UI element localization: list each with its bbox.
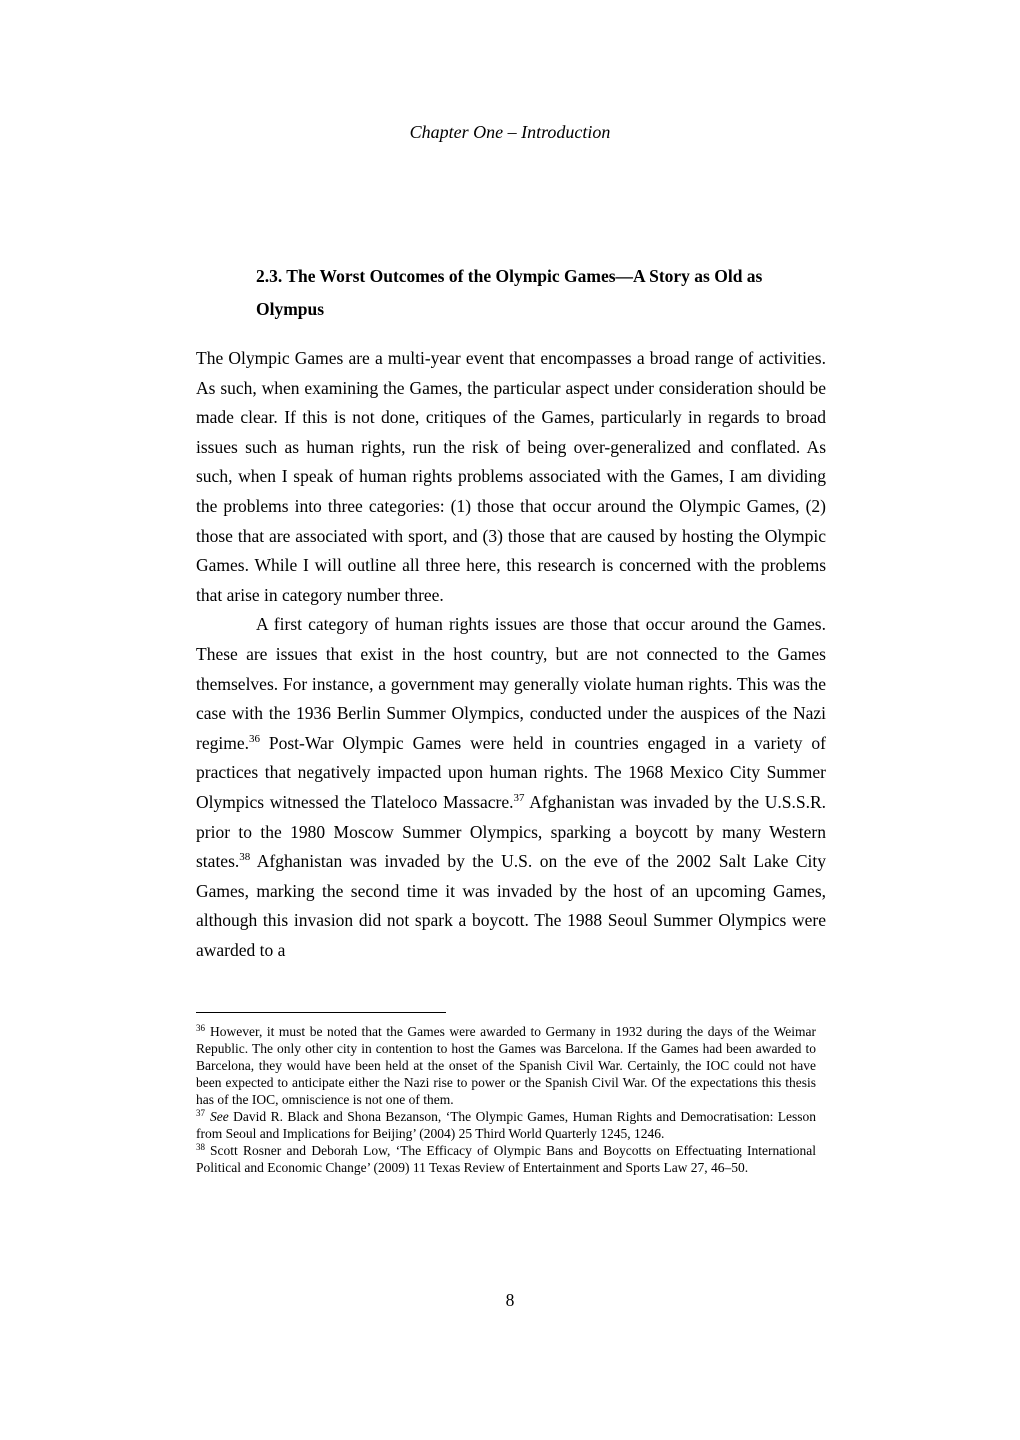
footnote-separator: [196, 1012, 446, 1013]
footnote-number: 37: [196, 1107, 205, 1118]
footnotes-section: [196, 1012, 816, 1176]
section-heading: 2.3. The Worst Outcomes of the Olympic Games—A Story as Old as Olympus: [256, 266, 763, 319]
footnote-number: 36: [196, 1022, 205, 1033]
footnote-text: Scott Rosner and Deborah Low, ‘The Efficacy of Olympic Bans and Boycotts on Effectuating International Political and Economic Change’ (2009) 11 Texas Review of Entertainment and Sports Law 27, 46–50.: [196, 1143, 816, 1175]
body-paragraph-2: A first category of human rights issues are those that occur around the Games. These are issues that exist in the host country, but are not connected to the Games themselves. For instance, a government may generally violate human rights. This was the case with the 1936 Berlin Summer Olympics, conducted under the auspices of the Nazi regime.$^{36}$ Post-War Olympic Games were held in countries engaged in a variety of practices that negatively impacted upon human rights. The 1968 Mexico City Summer Olympics witnessed the Tlateloco Massacre.$^{37}$ Afghanistan was invaded by the U.S.S.R. prior to the 1980 Moscow Summer Olympics, sparking a boycott by many Western states.$^{38}$ Afghanistan was invaded by the U.S. on the eve of the 2002 Salt Lake City Games, marking the second time it was invaded by the host of an upcoming Games, although this invasion did not spark a boycott. The 1988 Seoul Summer Olympics were awarded to a: [196, 614, 826, 960]
footnote-number: 38: [196, 1141, 205, 1152]
footnote-text: However, it must be noted that the Games were awarded to Germany in 1932 during the days of the Weimar Republic. The only other city in contention to host the Games was Barcelona. If the Games had been awarded to Barcelona, they would have been held at the onset of the Spanish Civil War. Certainly, the IOC could not have been expected to anticipate either the Nazi rise to power or the Spanish Civil War. Of the expectations this thesis has of the IOC, omniscience is not one of them.: [196, 1024, 816, 1107]
footnote: [196, 1108, 816, 1142]
page-number: 8: [505, 1290, 515, 1310]
footnote: [196, 1023, 816, 1108]
body-text: [196, 344, 826, 965]
running-header: Chapter One – Introduction: [409, 122, 611, 142]
body-paragraph-1: The Olympic Games are a multi-year event that encompasses a broad range of activities. As such, when examining the Games, the particular aspect under consideration should be made clear. If this is not done, critiques of the Games, particularly in regards to broad issues such as human rights, run the risk of being over-generalized and conflated. As such, when I speak of human rights problems associated with the Games, I am dividing the problems into three categories: (1) those that occur around the Olympic Games, (2) those that are associated with sport, and (3) those that are caused by hosting the Olympic Games. While I will outline all three here, this research is concerned with the problems that arise in category number three.: [196, 348, 826, 605]
footnote: [196, 1142, 816, 1176]
footnote-text: See David R. Black and Shona Bezanson, ‘The Olympic Games, Human Rights and Democratisation: Lesson from Seoul and Implications for Beijing’ (2004) 25 Third World Quarterly 1245, 1246.: [196, 1109, 816, 1141]
